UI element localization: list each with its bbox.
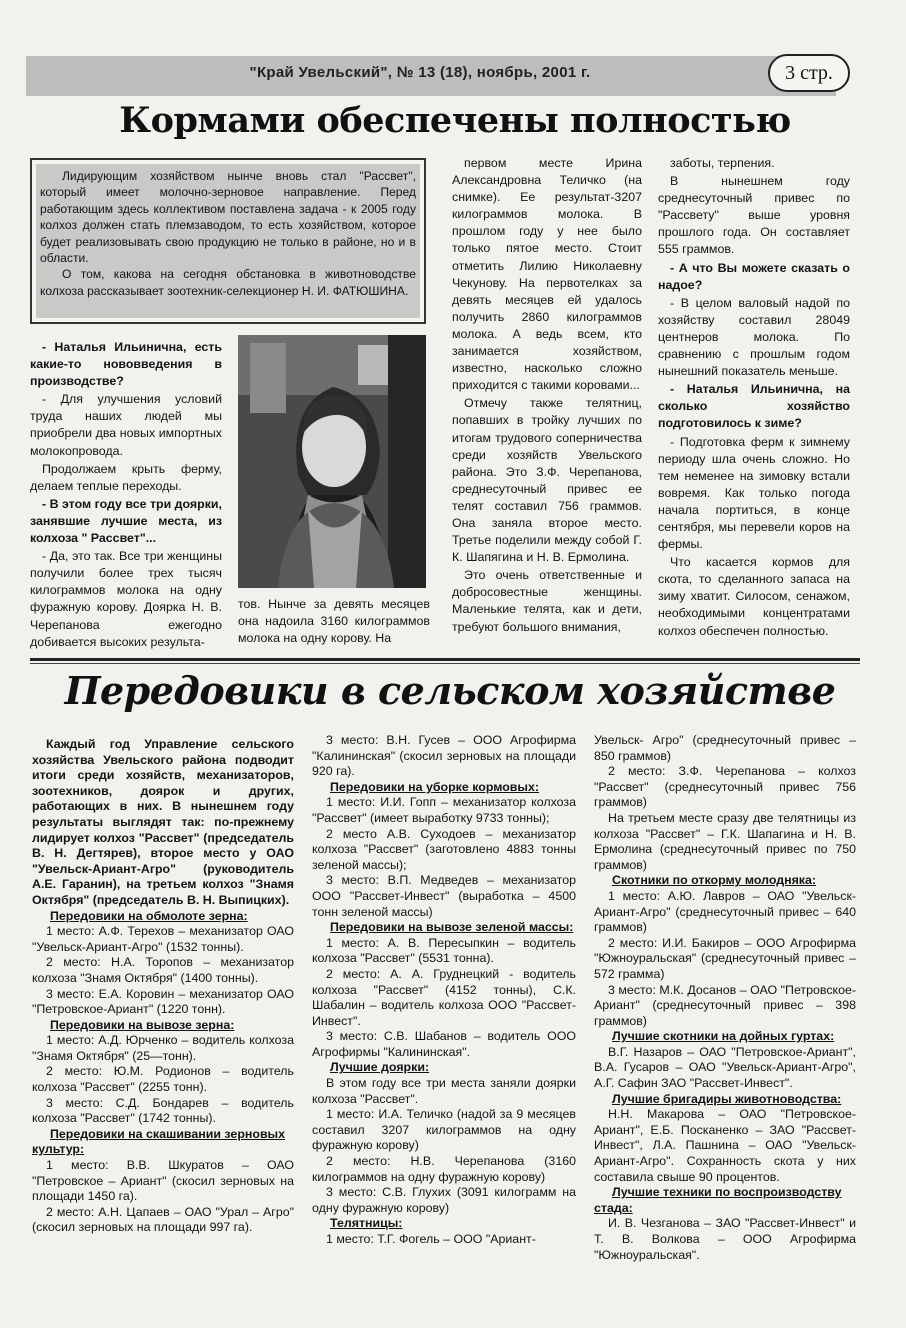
interview-paragraph: Продолжаем крыть ферму, делаем теплые переходы. bbox=[30, 461, 222, 493]
interview-paragraph: В нынешнем году среднесуточный привес по "Рассвету" выше уровня прошлого года. Он составляет 555 граммов. bbox=[658, 174, 850, 257]
article2-column-2 bbox=[312, 733, 576, 1248]
interview-paragraph: заботы, терпения. bbox=[670, 156, 775, 170]
winner-entry: 1 место: И.И. Гопп – механизатор колхоза "Рассвет" (имеет выработку 9733 тонны); bbox=[312, 795, 576, 825]
winner-entry: 3 место: В.Н. Гусев – ООО Агрофирма "Калининская" (скосил зерновых на площади 920 га). bbox=[312, 733, 576, 779]
portrait-photo bbox=[238, 335, 426, 588]
lead-paragraph: Лидирующим хозяйством нынче вновь стал "Рассвет", который имеет молочно-зерновое направление. Перед работающим здесь коллективом поставлена задача - к 2005 году колхоз должен стать племзаводом, то есть хозяйством, которое будет реализовывать свою продукцию не только в районе, но и в области. bbox=[40, 169, 416, 266]
winner-entry: 1 место: Т.Г. Фогель – ООО "Ариант- bbox=[326, 1232, 536, 1246]
article2-column-1 bbox=[32, 737, 294, 1236]
winner-entry: Н.Н. Макарова – ОАО "Петровское-Ариант", Е.Б. Посканенко – ЗАО "Рассвет-Инвест", Л.А. Пашнина – ОАО "Увельск-Ариант-Агро". Сохранность скота у них составила свыше 90 процентов. bbox=[594, 1107, 856, 1184]
interview-question: - Наталья Ильинична, на сколько хозяйство подготовилось к зиме? bbox=[658, 382, 850, 431]
portrait-image bbox=[238, 335, 426, 588]
interview-paragraph: - Да, это так. Все три женщины получили более трех тысяч килограммов молока на одну фуражную корову. Доярка Н. В. Черепанова ежегодно добивается высоких результа- bbox=[30, 549, 222, 649]
winner-entry: 1 место: А.Д. Юрченко – водитель колхоза "Знамя Октября" (25—тонн). bbox=[32, 1033, 294, 1063]
photo-caption-continuation: тов. Нынче за девять месяцев она надоила 3160 килограммов молока на одну корову. На bbox=[238, 597, 430, 646]
category-heading: Лучшие бригадиры животноводства: bbox=[612, 1091, 842, 1106]
winner-entry: 1 место: И.А. Теличко (надой за 9 месяцев составил 3207 килограммов на одну фуражную корову) bbox=[312, 1107, 576, 1153]
winner-entry: 2 место: Н.В. Черепанова (3160 килограммов на одну фуражную корову) bbox=[312, 1154, 576, 1184]
article2-column-3 bbox=[594, 733, 856, 1263]
interview-paragraph: Отмечу также телятниц, попавших в тройку лучших по итогам трудового соперничества среди хозяйств Увельского района. Это З.Ф. Черепанова, среднесуточный привес ее телят составил 756 граммов. Она заняла второе место. Третье поделили между собой Г. К. Шапягина и Н. В. Ермолина. bbox=[452, 396, 642, 565]
winner-entry: 3 место: С.В. Глухих (3091 килограмм на одну фуражную корову) bbox=[312, 1185, 576, 1215]
category-heading: Скотники по откорму молодняка: bbox=[612, 873, 817, 888]
winner-entry: 1 место: В.В. Шкуратов – ОАО "Петровское – Ариант" (скосил зерновых на площади 1450 га). bbox=[32, 1158, 294, 1204]
category-heading: Передовики на скашивании зерновых культур: bbox=[32, 1126, 286, 1157]
category-heading: Передовики на вывозе зеленой массы: bbox=[330, 920, 574, 935]
article1-lead bbox=[36, 164, 420, 318]
winner-entry: 3 место: Е.А. Коровин – механизатор ОАО "Петровское-Ариант" (1220 тонн). bbox=[32, 986, 294, 1017]
category-heading: Передовики на вывозе зерна: bbox=[50, 1017, 235, 1032]
category-heading: Телятницы: bbox=[330, 1216, 403, 1231]
interview-paragraph: Это очень ответственные и добросовестные женщины. Маленькие телята, как и дети, требуют большого внимания, bbox=[452, 568, 642, 634]
interview-paragraph: - Подготовка ферм к зимнему периоду шла очень сложно. Но тем неменее на зимовку встали вовремя. Как только погода начала портиться, в конце сентября, мы перевели коров на фермы. bbox=[658, 434, 850, 552]
masthead-title: "Край Увельский", № 13 (18), ноябрь, 2001 г. bbox=[249, 64, 591, 81]
winner-entry: 3 место: С.Д. Бондарев – водитель колхоза "Рассвет" (1742 тонны). bbox=[32, 1095, 294, 1126]
category-heading: Лучшие доярки: bbox=[330, 1060, 430, 1075]
interview-paragraph: - Для улучшения условий труда наших людей мы приобрели два новых импортных молокопровода. bbox=[30, 392, 222, 458]
winner-entry: 1 место: А.Ф. Терехов – механизатор ОАО "Увельск-Ариант-Агро" (1532 тонны). bbox=[32, 924, 294, 954]
winner-entry: 2 место: А.Н. Цапаев – ОАО "Урал – Агро" (скосил зерновых на площади 997 га). bbox=[32, 1204, 294, 1235]
lead-paragraph: О том, какова на сегодня обстановка в животноводстве колхоза рассказывает зоотехник-селекционер Н. И. ФАТЮШИНА. bbox=[40, 267, 416, 298]
winner-entry: 3 место: В.П. Медведев – механизатор ООО "Рассвет-Инвест" (выработка – 4500 тонн зеленой массы) bbox=[312, 873, 576, 919]
category-heading: Лучшие техники по воспроизводству стада: bbox=[594, 1185, 842, 1215]
winner-entry: В этом году все три места заняли доярки колхоза "Рассвет". bbox=[312, 1076, 576, 1106]
page-number: 3 стр. bbox=[768, 54, 850, 92]
winner-entry: 2 место: Ю.М. Родионов – водитель колхоза "Рассвет" (2255 тонн). bbox=[32, 1064, 294, 1095]
winner-entry: 2 место: З.Ф. Черепанова – колхоз "Рассвет" (среднесуточный привес 756 граммов) bbox=[594, 764, 856, 810]
interview-question: - Наталья Ильинична, есть какие-то нововведения в производстве? bbox=[30, 340, 222, 389]
article1-headline: Кормами обеспечены полностью bbox=[119, 100, 791, 141]
intro-paragraph: Каждый год Управление сельского хозяйства Увельского района подводит итоги среди хозяйств, механизаторов, зоотехников, доярок и других, работающих в них. В нынешнем году результаты выглядят так: по-прежнему лидирует колхоз "Рассвет" (председатель В. Н. Дегтярев), второе место у ОАО "Увельск-Ариант-Агро" (руководитель А.Е. Гаранин), на третьем колхоз "Знамя Октября" (председатель В. Н. Выпицких). bbox=[32, 737, 294, 907]
article2-headline: Передовики в сельском хозяйстве bbox=[64, 668, 836, 713]
category-heading: Лучшие скотники на дойных гуртах: bbox=[612, 1029, 835, 1044]
interview-paragraph: первом месте Ирина Александровна Теличко (на снимке). Ее результат-3207 килограммов молока. В прошлом году у нее было только пятое место. Стоит отметить Лилию Николаевну Чекунову. На первотелках за девять месяцев ей удалось получить 2860 килограммов молока. А ведь всем, кто занимается хозяйством, известно, насколько сложно приходится с такими коровами... bbox=[452, 156, 642, 393]
winner-entry: 2 место: А. А. Груднецкий - водитель колхоза "Рассвет" (4152 тонны), С.К. Шабалин – водитель колхоза ООО "Рассвет-Инвест". bbox=[312, 966, 576, 1028]
winner-entry: В.Г. Назаров – ОАО "Петровское-Ариант", В.А. Гусаров – ОАО "Увельск-Ариант-Агро", А.Г. Сафин ЗАО "Рассвет-Инвест". bbox=[594, 1044, 856, 1091]
winner-entry: 1 место: А. В. Пересыпкин – водитель колхоза "Рассвет" (5531 тонна). bbox=[312, 935, 576, 966]
section-divider bbox=[30, 658, 860, 661]
winner-entry: 3 место: С.В. Шабанов – водитель ООО Агрофирмы "Калининская". bbox=[312, 1029, 576, 1059]
winner-entry-continued: Увельск- Агро" (среднесуточный привес – 850 граммов) bbox=[594, 733, 856, 763]
interview-question: - В этом году все три доярки, занявшие лучшие места, из колхоза " Рассвет"... bbox=[30, 496, 222, 546]
interview-question: - А что Вы можете сказать о надое? bbox=[658, 260, 850, 292]
category-heading: Передовики на обмолоте зерна: bbox=[50, 908, 248, 923]
winner-entry: 1 место: А.Ю. Лавров – ОАО "Увельск-Ариант-Агро" (среднесуточный привес – 640 граммов) bbox=[594, 888, 856, 935]
winner-entry: И. В. Чезганова – ЗАО "Рассвет-Инвест" и Т. В. Волкова – ООО Агрофирма "Южноуральская". bbox=[594, 1216, 856, 1262]
article1-column-3 bbox=[452, 155, 642, 637]
winner-entry: 3 место: М.К. Досанов – ОАО "Петровское-Ариант" (среднесуточный привес – 398 граммов) bbox=[594, 982, 856, 1028]
article1-column-4 bbox=[658, 155, 850, 641]
interview-paragraph: Что касается кормов для скота, то сделанного запаса на зиму хватит. Силосом, сенажом, необходимыми концентратами колхоз обеспечен полностью. bbox=[658, 555, 850, 638]
winner-entry: 2 место А.В. Суходоев – механизатор колхоза "Рассвет" (заготовлено 4883 тонны зеленой массы); bbox=[312, 826, 576, 872]
winner-entry: На третьем месте сразу две телятницы из колхоза "Рассвет" – Г.К. Шапагина и Н. В. Ермолина (среднесуточный привес по 750 граммов) bbox=[594, 810, 856, 872]
article1-column-1 bbox=[30, 339, 222, 652]
winner-entry: 2 место: Н.А. Торопов – механизатор колхоза "Знамя Октября" (1400 тонны). bbox=[32, 955, 294, 985]
winner-entry: 2 место: И.И. Бакиров – ООО Агрофирма "Южноуральская" (среднесуточный привес – 572 грамма) bbox=[594, 935, 856, 981]
category-heading: Передовики на уборке кормовых: bbox=[330, 779, 540, 794]
section-divider-thin bbox=[30, 663, 860, 664]
interview-paragraph: - В целом валовый надой по хозяйству составил 28049 центнеров молока. По сравнению с прошлым годом нынешний показатель меньше. bbox=[658, 295, 850, 379]
